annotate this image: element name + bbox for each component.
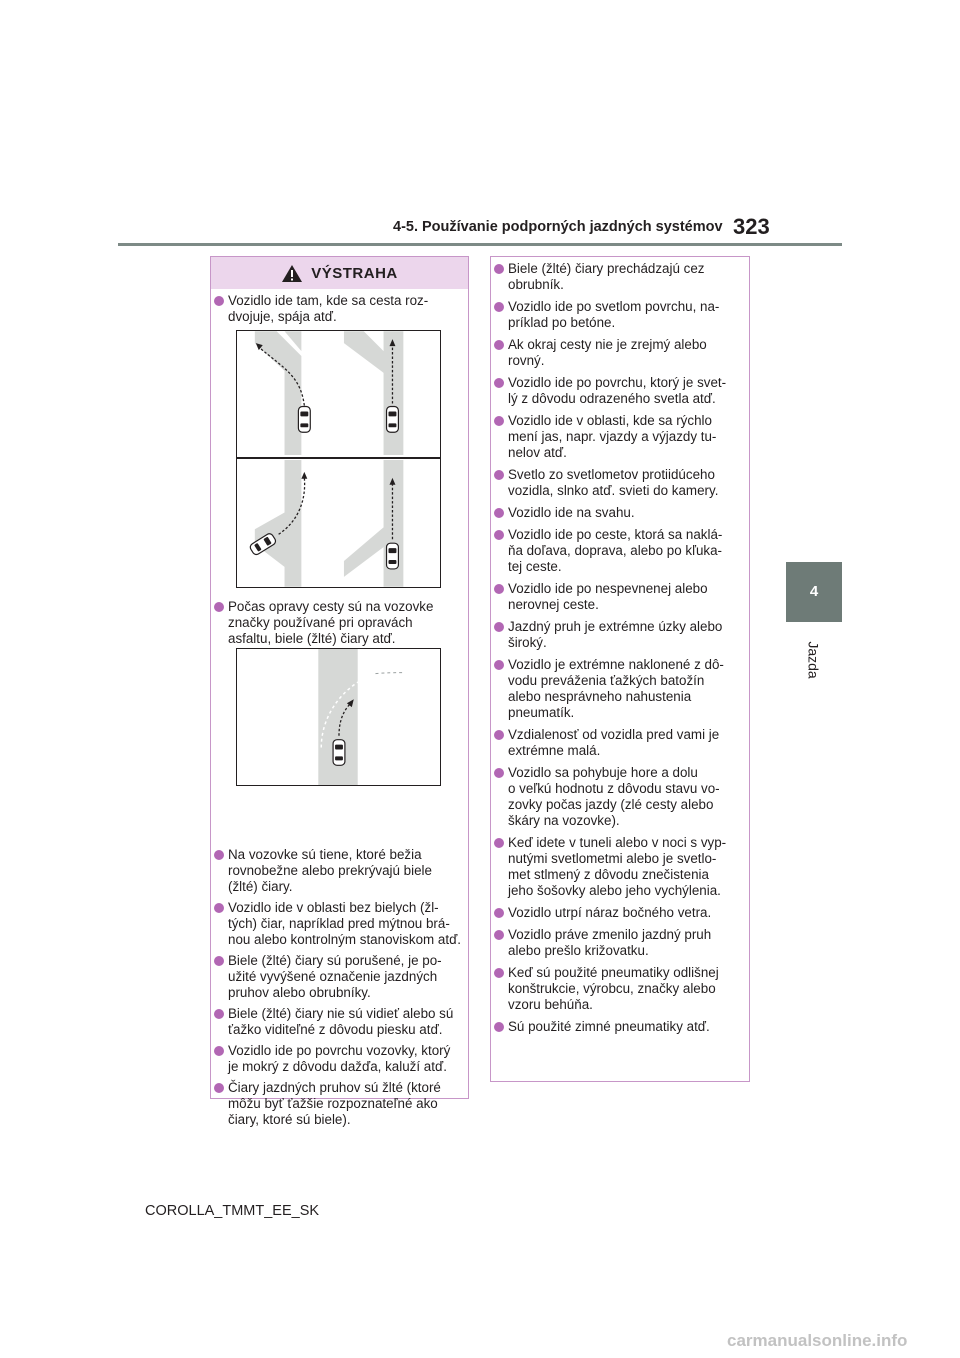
item-line: Vozidlo ide po povrchu, ktorý je svet- <box>508 375 727 390</box>
warning-item <box>491 505 746 521</box>
item-line: môžu byť ťažšie rozpoznateľné ako <box>228 1096 438 1111</box>
bullet-icon <box>214 850 224 860</box>
figure-road-repair-marks <box>236 648 441 786</box>
car-icon <box>387 407 399 433</box>
warning-header <box>211 257 468 289</box>
item-line: Vzdialenosť od vozidla pred vami je <box>508 727 720 742</box>
bullet-icon <box>494 730 504 740</box>
item-line: Vozidlo ide po nespevnenej alebo <box>508 581 708 596</box>
chapter-label-text: Jazda <box>805 641 822 679</box>
item-line: tých) čiar, napríklad pred mýtnou brá- <box>228 916 450 931</box>
bullet-icon <box>494 340 504 350</box>
item-line: Biele (žlté) čiary prechádzajú cez <box>508 261 705 276</box>
item-line: Svetlo zo svetlometov protiidúceho <box>508 467 715 482</box>
bullet-icon <box>494 378 504 388</box>
item-line: Vozidlo ide na svahu. <box>508 505 635 520</box>
warning-item <box>491 581 746 613</box>
item-line: rovný. <box>508 353 545 368</box>
figure-road-branch-merge <box>236 330 441 588</box>
item-line: Vozidlo je extrémne naklonené z dô- <box>508 657 724 672</box>
warning-item <box>491 905 746 921</box>
bullet-icon <box>494 470 504 480</box>
bullet-icon <box>214 602 224 612</box>
road-panel-top-left <box>255 331 305 455</box>
item-line: (žlté) čiary. <box>228 879 293 894</box>
item-line: je mokrý z dôvodu dažďa, kaluží atď. <box>228 1059 447 1074</box>
item-line: Jazdný pruh je extrémne úzky alebo <box>508 619 723 634</box>
bullet-icon <box>214 1046 224 1056</box>
warning-item <box>491 765 746 829</box>
warning-item <box>211 599 464 647</box>
header-rule <box>118 243 842 246</box>
warning-item <box>491 657 746 721</box>
item-line: nerovnej ceste. <box>508 597 599 612</box>
item-line: konštrukcie, výrobcu, značky alebo <box>508 981 716 996</box>
item-line: nelov atď. <box>508 445 567 460</box>
item-line: Vozidlo ide tam, kde sa cesta roz- <box>228 293 429 308</box>
item-line: Čiary jazdných pruhov sú žlté (ktoré <box>228 1080 441 1095</box>
warning-item <box>211 847 464 895</box>
warning-item <box>491 299 746 331</box>
bullet-icon <box>494 302 504 312</box>
item-line: ňa doľava, doprava, alebo po kľuka- <box>508 543 723 558</box>
item-line: ťažko viditeľné z dôvodu piesku atď. <box>228 1022 443 1037</box>
warning-box-right <box>490 256 750 1082</box>
warning-item <box>491 261 746 293</box>
item-line: škáry na vozovke). <box>508 813 620 828</box>
warning-item <box>211 1006 464 1038</box>
warning-item <box>491 927 746 959</box>
bullet-icon <box>214 1083 224 1093</box>
bullet-icon <box>494 838 504 848</box>
warning-item <box>491 527 746 575</box>
item-line: Vozidlo ide po svetlom povrchu, na- <box>508 299 720 314</box>
item-line: Vozidlo ide v oblasti, kde sa rýchlo <box>508 413 712 428</box>
item-line: Vozidlo ide po povrchu vozovky, ktorý <box>228 1043 451 1058</box>
item-line: tej ceste. <box>508 559 562 574</box>
warning-item <box>211 1080 464 1128</box>
item-line: asfaltu, biele (žlté) čiary atď. <box>228 631 396 646</box>
section-title: 4-5. Používanie podporných jazdných systémov <box>393 219 723 235</box>
bullet-icon <box>494 584 504 594</box>
item-line: Vozidlo práve zmenilo jazdný pruh <box>508 927 712 942</box>
bullet-icon <box>214 956 224 966</box>
item-line: rovnobežne alebo prekrývajú biele <box>228 863 432 878</box>
car-icon <box>387 543 399 569</box>
warning-item <box>211 293 464 325</box>
item-line: Vozidlo utrpí náraz bočného vetra. <box>508 905 712 920</box>
item-line: Počas opravy cesty sú na vozovke <box>228 599 434 614</box>
warning-list-right <box>491 261 749 1035</box>
warning-item <box>491 835 746 899</box>
bullet-icon <box>494 660 504 670</box>
chapter-tab: 4 <box>786 562 842 622</box>
item-line: Na vozovke sú tiene, ktoré bežia <box>228 847 422 862</box>
item-line: Keď idete v tuneli alebo v noci s vyp- <box>508 835 727 850</box>
item-line: značky používané pri opravách <box>228 615 413 630</box>
item-line: Vozidlo ide po ceste, ktorá sa naklá- <box>508 527 723 542</box>
item-line: široký. <box>508 635 547 650</box>
warning-item <box>491 619 746 651</box>
warning-item <box>211 900 464 948</box>
item-line: mení jas, napr. vjazdy a výjazdy tu- <box>508 429 717 444</box>
item-line: Biele (žlté) čiary nie sú vidieť alebo sú <box>228 1006 454 1021</box>
item-line: príklad po betóne. <box>508 315 616 330</box>
item-line: Biele (žlté) čiary sú porušené, je po- <box>228 953 442 968</box>
document-code: COROLLA_TMMT_EE_SK <box>145 1203 320 1219</box>
bullet-icon <box>494 1022 504 1032</box>
car-icon <box>298 407 310 433</box>
warning-item <box>491 965 746 1013</box>
item-line: alebo prešlo križovatku. <box>508 943 649 958</box>
item-line: Vozidlo sa pohybuje hore a dolu <box>508 765 698 780</box>
item-line: nutými svetlometmi alebo je svetlo- <box>508 851 717 866</box>
bullet-icon <box>214 296 224 306</box>
item-line: Vozidlo ide v oblasti bez bielych (žl- <box>228 900 439 915</box>
warning-item <box>491 727 746 759</box>
warning-item <box>491 375 746 407</box>
warning-item <box>491 413 746 461</box>
item-line: Sú použité zimné pneumatiky atď. <box>508 1019 710 1034</box>
page-number: 323 <box>733 214 770 239</box>
item-line: extrémne malá. <box>508 743 601 758</box>
item-line: Ak okraj cesty nie je zrejmý alebo <box>508 337 707 352</box>
item-line: vodu preváženia ťažkých batožín <box>508 673 705 688</box>
item-line: lý z dôvodu odrazeného svetla atď. <box>508 391 716 406</box>
warning-triangle-icon <box>281 264 303 283</box>
road-panel-top-right <box>344 331 403 455</box>
bullet-icon <box>494 930 504 940</box>
item-line: Keď sú použité pneumatiky odlišnej <box>508 965 719 980</box>
bullet-icon <box>214 1009 224 1019</box>
item-line: pneumatík. <box>508 705 575 720</box>
bullet-icon <box>494 968 504 978</box>
bullet-icon <box>494 908 504 918</box>
item-line: vzoru behúňa. <box>508 997 593 1012</box>
bullet-icon <box>494 264 504 274</box>
warning-item <box>491 1019 746 1035</box>
bullet-icon <box>494 768 504 778</box>
item-line: dvojuje, spája atď. <box>228 309 337 324</box>
warning-item <box>211 1043 464 1075</box>
warning-item <box>491 467 746 499</box>
warning-item <box>211 953 464 1001</box>
watermark: carmanualsonline.info <box>727 1331 908 1350</box>
item-line: vozidla, slnko atď. svieti do kamery. <box>508 483 719 498</box>
bullet-icon <box>214 903 224 913</box>
item-line: pruhov alebo obrubníky. <box>228 985 371 1000</box>
road-panel-bottom-left <box>255 460 307 587</box>
item-line: obrubník. <box>508 277 564 292</box>
item-line: alebo nesprávneho nahustenia <box>508 689 692 704</box>
item-line: čiary, ktoré sú biele). <box>228 1112 351 1127</box>
bullet-icon <box>494 416 504 426</box>
bullet-icon <box>494 508 504 518</box>
warning-item <box>491 337 746 369</box>
bullet-icon <box>494 622 504 632</box>
item-line: užité vyvýšené označenie jazdných <box>228 969 438 984</box>
item-line: zovky počas jazdy (zlé cesty alebo <box>508 797 714 812</box>
item-line: o veľkú hodnotu z dôvodu stavu vo- <box>508 781 720 796</box>
warning-title: VÝSTRAHA <box>311 264 398 282</box>
bullet-icon <box>494 530 504 540</box>
item-line: nou alebo kontrolným stanoviskom atď. <box>228 932 462 947</box>
item-line: jeho šošovky alebo jeho vychýlenia. <box>508 883 721 898</box>
item-line: met stlmený z dôvodu znečistenia <box>508 867 709 882</box>
chapter-label <box>786 630 842 690</box>
car-icon <box>333 740 345 766</box>
